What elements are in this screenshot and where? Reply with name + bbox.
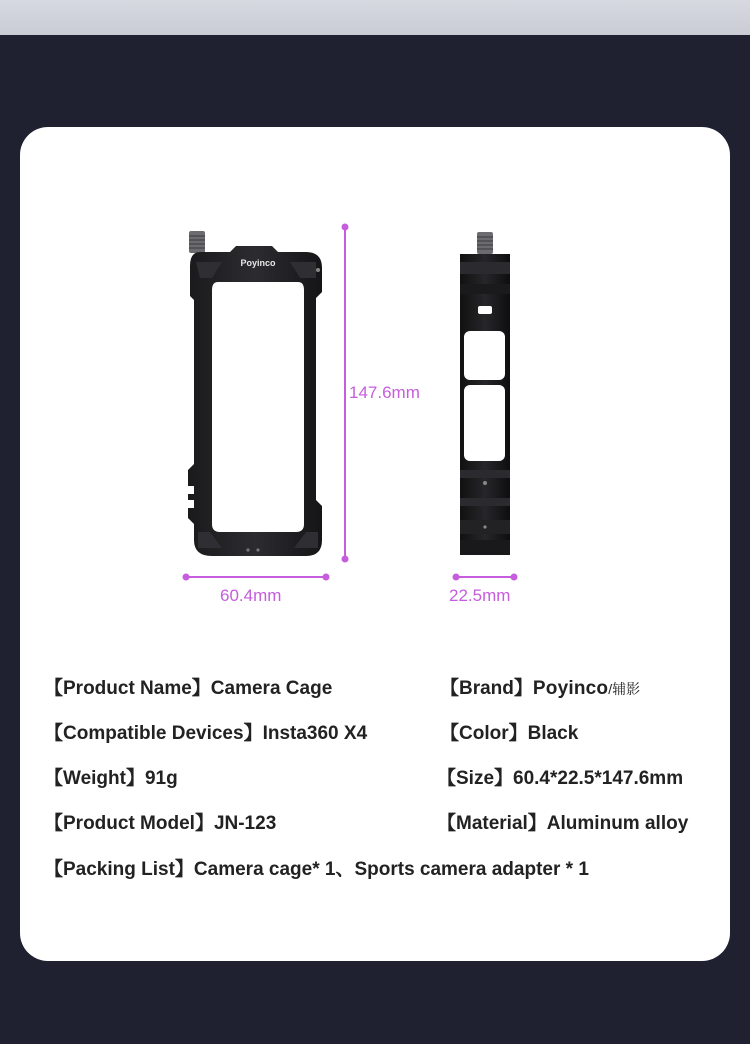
spec-packing-list: 【Packing List】Camera cage* 1、Sports camera adapter * 1	[44, 859, 589, 880]
depth-dimension-label: 22.5mm	[449, 586, 511, 605]
screw-knob-icon	[477, 232, 493, 254]
camera-cage-side-view	[460, 232, 510, 555]
screw-knob-icon	[189, 231, 205, 253]
cage-logo-text: Poyinco	[240, 258, 276, 268]
spec-brand	[440, 673, 640, 700]
spec-material: 【Material】Aluminum alloy	[437, 813, 689, 834]
height-dimension-label: 147.6mm	[349, 383, 420, 402]
spec-product-name: 【Product Name】Camera Cage	[44, 678, 333, 699]
camera-cage-front-view	[188, 231, 322, 556]
spec-color: 【Color】Black	[440, 723, 579, 744]
spec-compatible-devices: 【Compatible Devices】Insta360 X4	[44, 723, 368, 744]
spec-size: 【Size】60.4*22.5*147.6mm	[437, 768, 684, 789]
spec-brand-label: 【Brand】	[440, 678, 533, 699]
height-dimension-line	[342, 224, 349, 563]
brand-suffix: /辅影	[608, 681, 641, 697]
brand-logo: Poyinco	[532, 678, 609, 699]
spec-weight: 【Weight】91g	[44, 768, 178, 789]
width-dimension-line	[183, 574, 330, 581]
depth-dimension-line	[453, 574, 518, 581]
spec-product-model: 【Product Model】JN-123	[44, 813, 277, 834]
width-dimension-label: 60.4mm	[220, 586, 282, 605]
